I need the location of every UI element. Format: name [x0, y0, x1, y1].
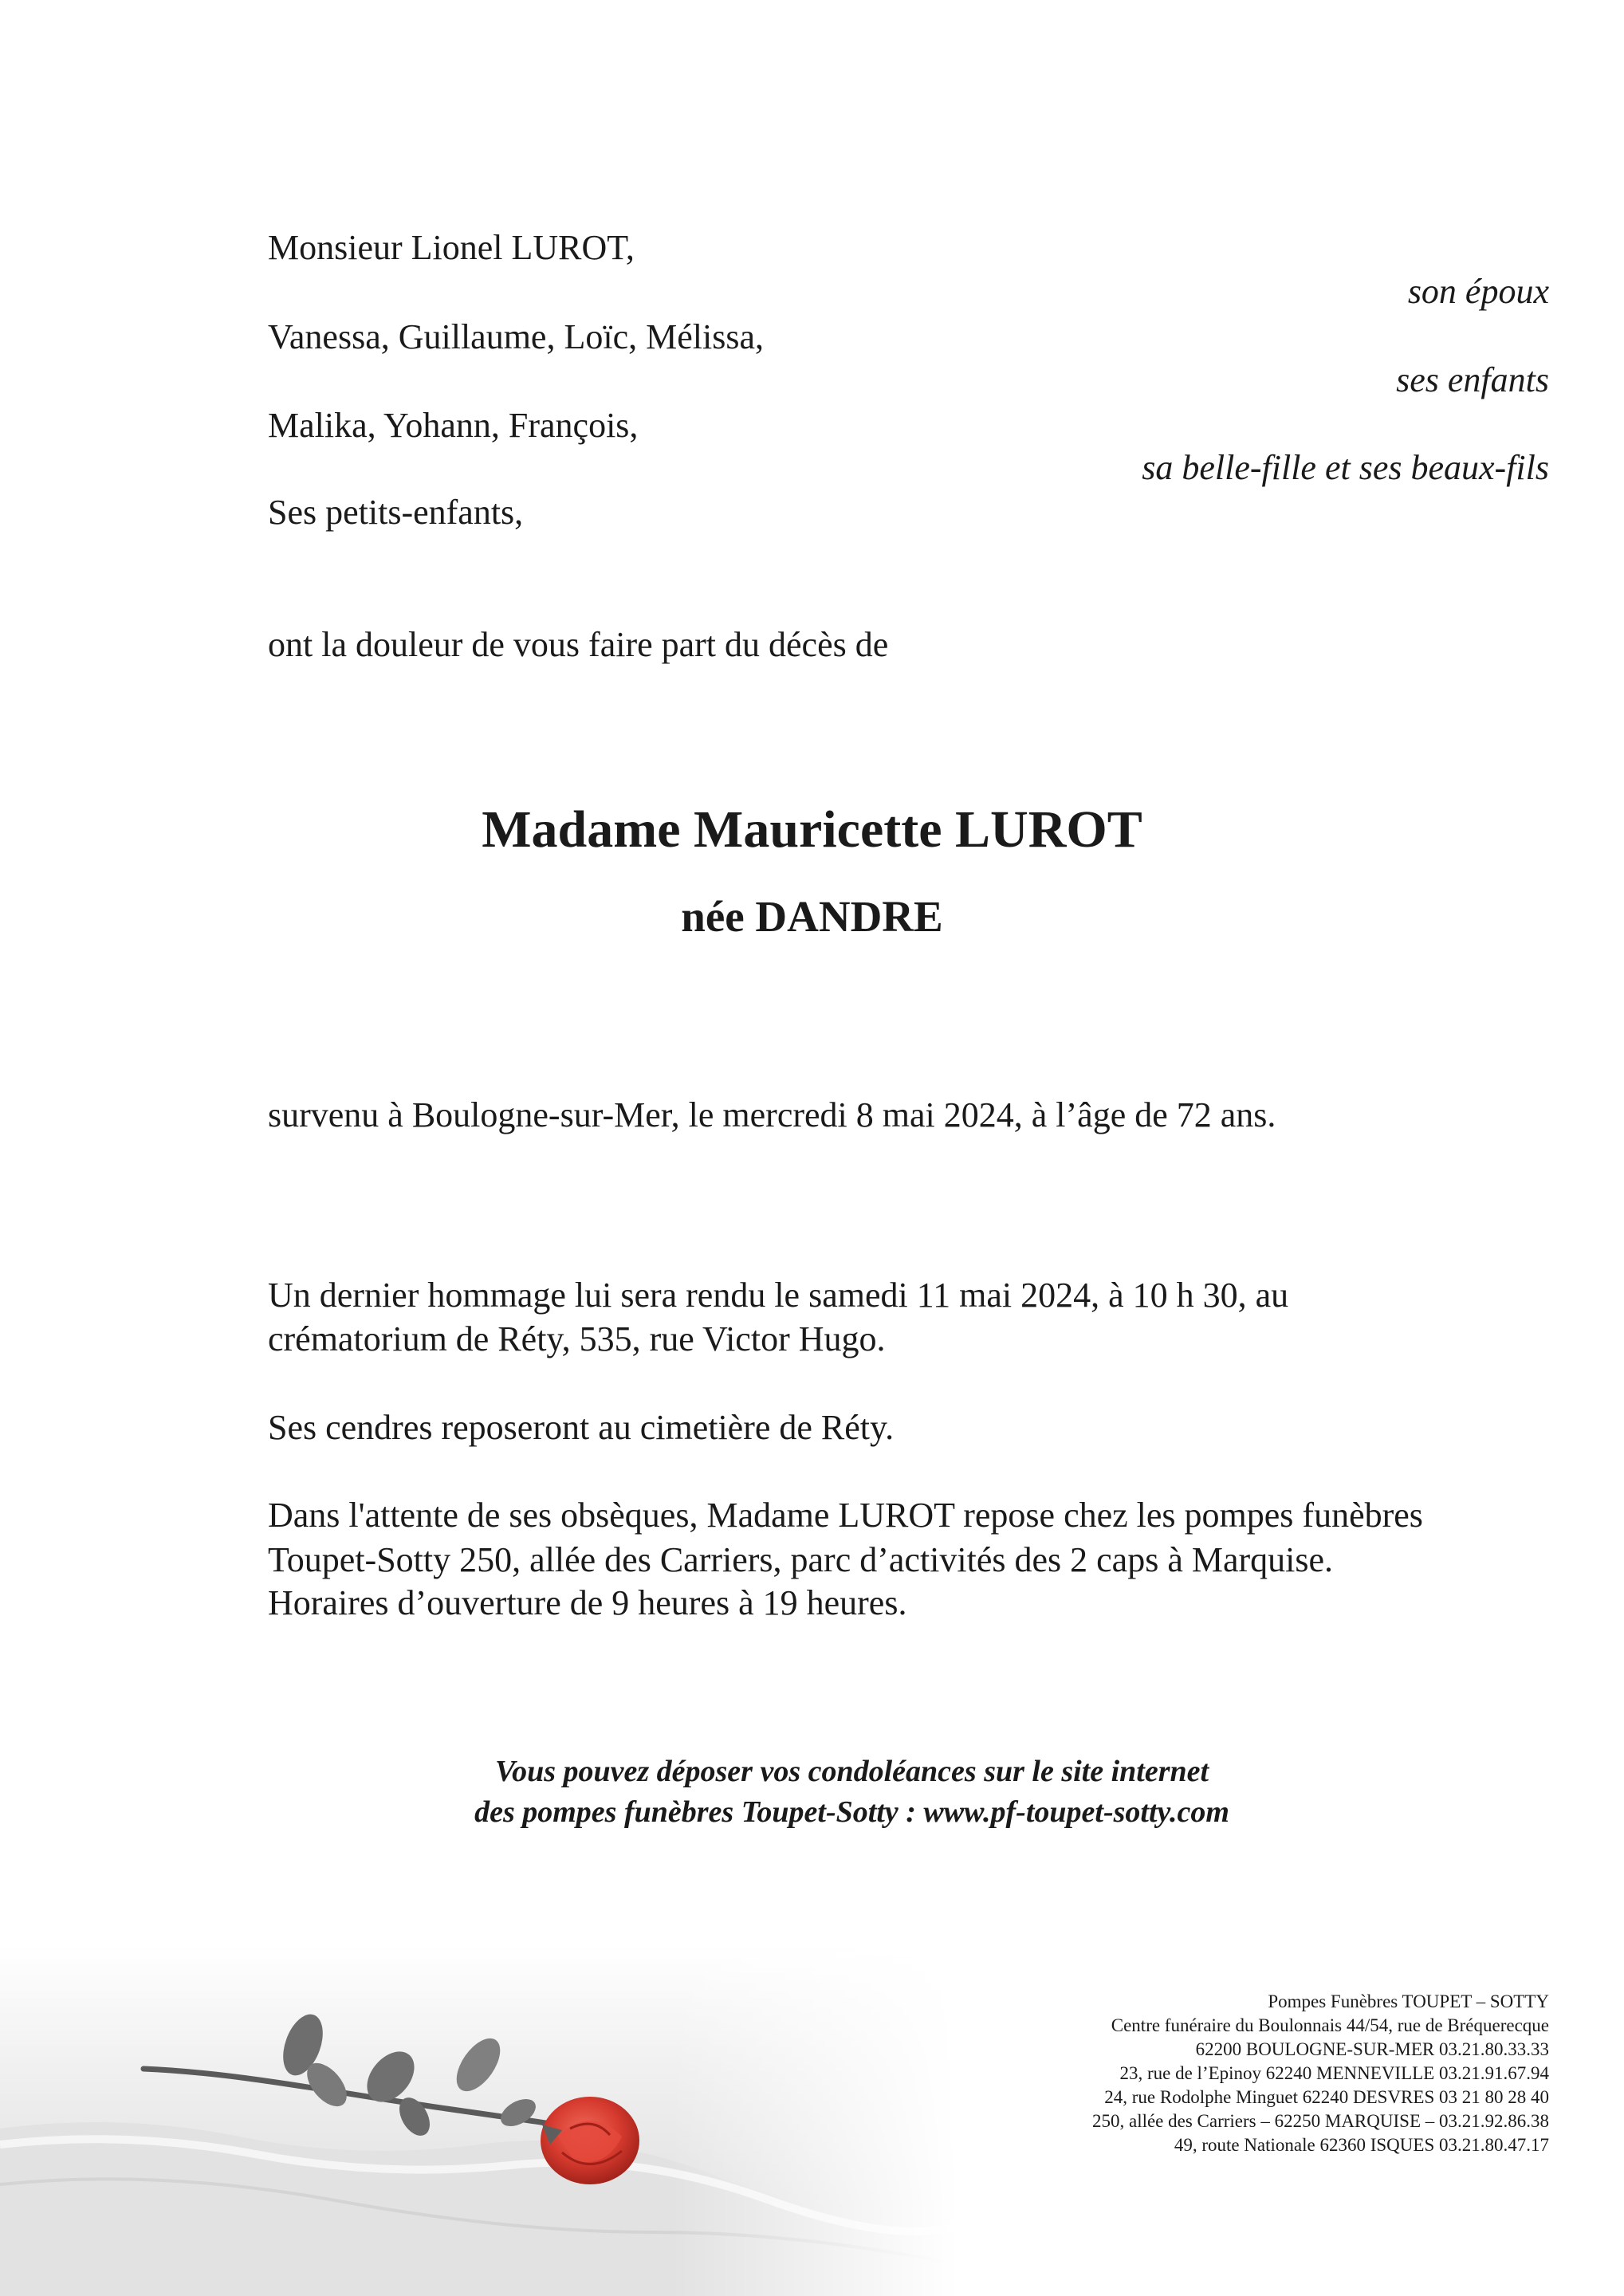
- in-laws-names: Malika, Yohann, François,: [268, 406, 639, 445]
- footer-line-4: 23, rue de l’Epinoy 62240 MENNEVILLE 03.21.91.67.94: [1119, 2063, 1549, 2083]
- viewing-line-2: Toupet-Sotty 250, allée des Carriers, parc d’activités des 2 caps à Marquise.: [268, 1540, 1334, 1579]
- deceased-name: Madame Mauricette LUROT: [482, 800, 1142, 859]
- children-role: ses enfants: [1396, 360, 1549, 399]
- footer-line-7: 49, route Nationale 62360 ISQUES 03.21.80.47.17: [1174, 2135, 1549, 2155]
- condolences-line-2: des pompes funèbres Toupet-Sotty : www.pf-toupet-sotty.com: [474, 1795, 1229, 1829]
- announcement-text: ont la douleur de vous faire part du décès de: [268, 625, 889, 664]
- grandchildren: Ses petits-enfants,: [268, 493, 524, 532]
- husband-name: Monsieur Lionel LUROT,: [268, 228, 635, 267]
- footer-line-3: 62200 BOULOGNE-SUR-MER 03.21.80.33.33: [1195, 2039, 1549, 2059]
- rose-illustration: [0, 1945, 957, 2296]
- children-names: Vanessa, Guillaume, Loïc, Mélissa,: [268, 317, 764, 356]
- footer-line-5: 24, rue Rodolphe Minguet 62240 DESVRES 03 21 80 28 40: [1104, 2087, 1549, 2107]
- deceased-maiden-name: née DANDRE: [681, 892, 943, 941]
- rose-on-beach-image: [0, 1945, 957, 2296]
- in-laws-role: sa belle-fille et ses beaux-fils: [1142, 448, 1549, 487]
- ceremony-line-2: crématorium de Réty, 535, rue Victor Hugo.: [268, 1319, 886, 1358]
- footer-line-6: 250, allée des Carriers – 62250 MARQUISE – 03.21.92.86.38: [1091, 2111, 1549, 2131]
- footer-line-1: Pompes Funèbres TOUPET – SOTTY: [1268, 1991, 1549, 2011]
- ashes-text: Ses cendres reposeront au cimetière de Réty.: [268, 1408, 895, 1447]
- condolences-line-1: Vous pouvez déposer vos condoléances sur le site internet: [494, 1755, 1209, 1788]
- viewing-line-1: Dans l'attente de ses obsèques, Madame LUROT repose chez les pompes funèbres: [268, 1496, 1423, 1535]
- ceremony-line-1: Un dernier hommage lui sera rendu le samedi 11 mai 2024, à 10 h 30, au: [268, 1276, 1289, 1315]
- death-notice: survenu à Boulogne-sur-Mer, le mercredi 8 mai 2024, à l’âge de 72 ans.: [268, 1095, 1276, 1134]
- footer-line-2: Centre funéraire du Boulonnais 44/54, rue de Bréquerecque: [1111, 2015, 1549, 2035]
- husband-role: son époux: [1407, 272, 1549, 311]
- viewing-line-3: Horaires d’ouverture de 9 heures à 19 heures.: [268, 1583, 907, 1622]
